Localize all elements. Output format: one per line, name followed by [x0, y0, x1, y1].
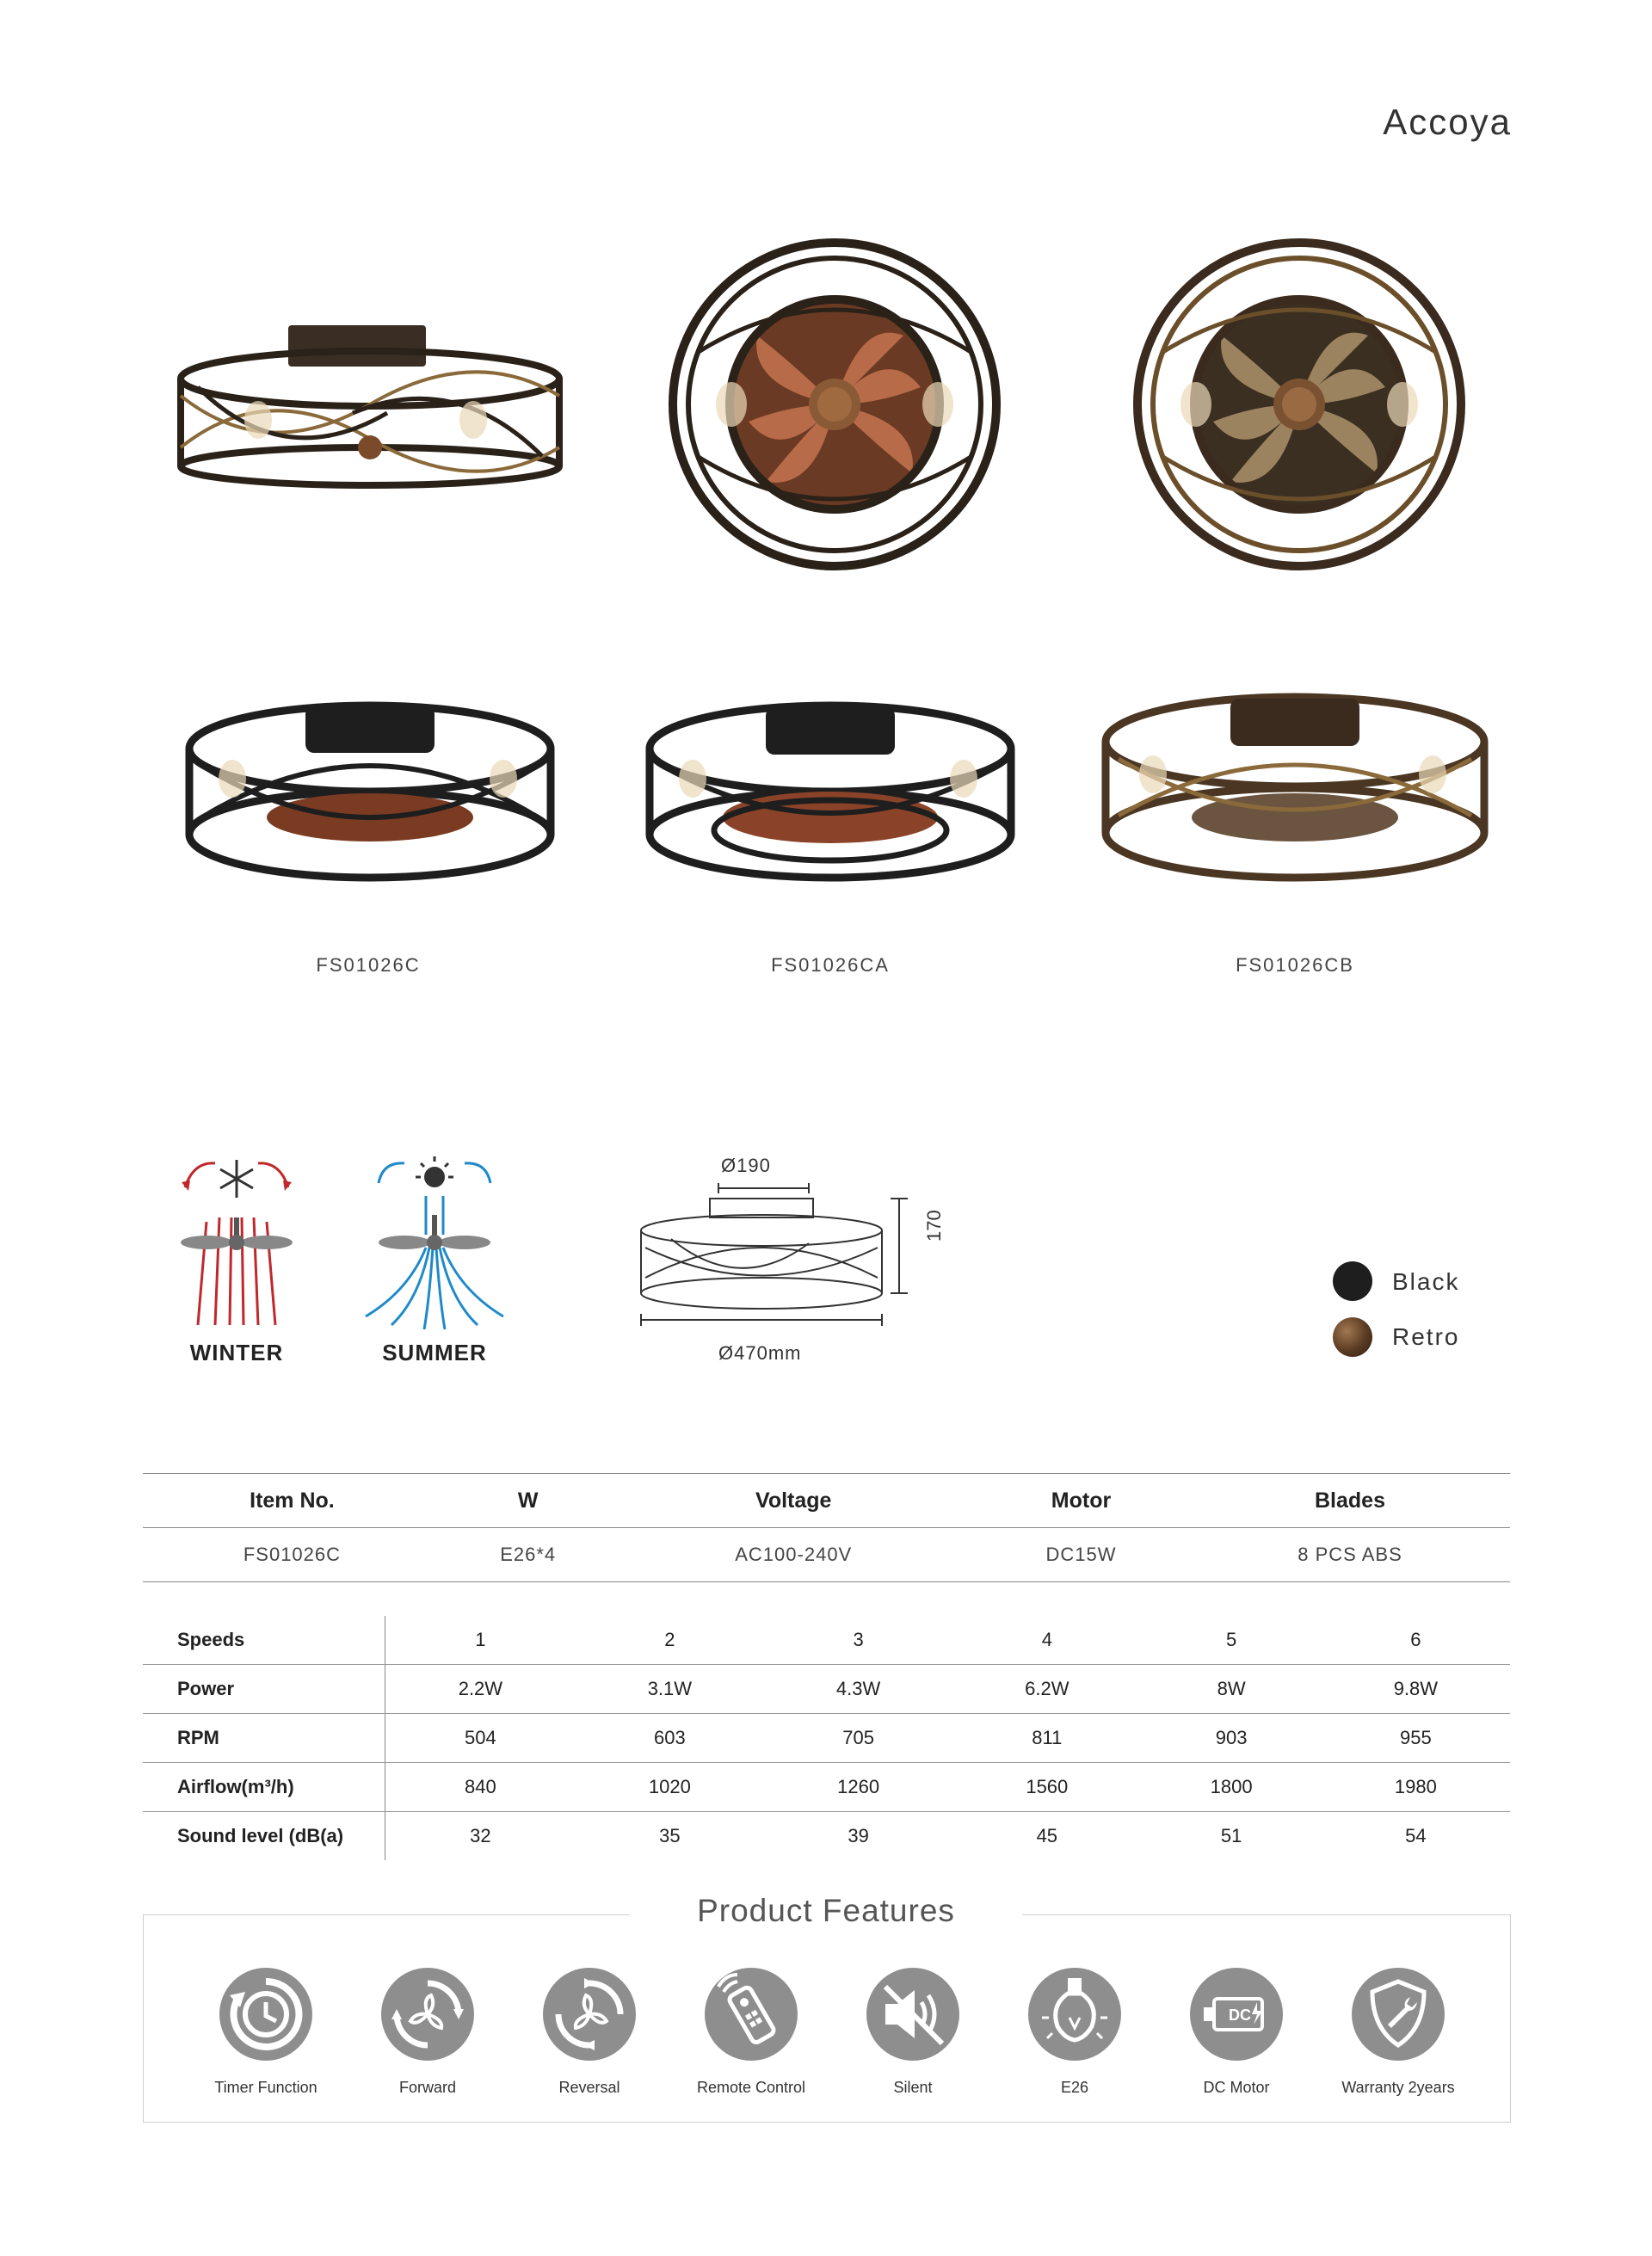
table-cell: 5 — [1141, 1616, 1321, 1665]
spec-cell-blades: 8 PCS ABS — [1190, 1528, 1510, 1582]
table-cell: 504 — [385, 1714, 576, 1763]
forward-fan-icon — [379, 1966, 476, 2062]
color-name-black: Black — [1392, 1268, 1460, 1295]
table-cell: 3.1W — [576, 1665, 764, 1714]
product-features-title: Product Features — [697, 1893, 955, 1928]
table-cell: 6.2W — [952, 1665, 1141, 1714]
dimension-drawing — [637, 1183, 912, 1355]
table-cell: 45 — [1036, 1825, 1058, 1846]
table-cell: 4 — [952, 1616, 1141, 1665]
table-cell: 1980 — [1322, 1763, 1510, 1812]
color-swatch-retro — [1333, 1317, 1372, 1357]
top-diameter-label: Ø190 — [721, 1155, 771, 1176]
table-row — [143, 1616, 1510, 1665]
table-cell: 955 — [1322, 1714, 1510, 1763]
table-cell: 603 — [576, 1714, 764, 1763]
row-header: Speeds — [143, 1616, 385, 1665]
spec-header-item-no: Item No. — [143, 1474, 441, 1528]
spec-table-row — [143, 1528, 1510, 1582]
spec-table-header-row — [143, 1474, 1510, 1528]
spec-header-motor: Motor — [972, 1474, 1190, 1528]
fan-angled-view-cb-image — [1093, 680, 1497, 886]
table-cell: 1260 — [764, 1763, 952, 1812]
fan-top-view-retro-image — [1127, 232, 1471, 576]
table-cell: 4.3W — [764, 1665, 952, 1714]
table-cell: 39 — [848, 1825, 869, 1846]
table-cell: 1 — [385, 1616, 576, 1665]
spec-cell-item-no: FS01026C — [143, 1528, 441, 1582]
warranty-shield-icon — [1350, 1966, 1446, 2062]
table-cell: 705 — [764, 1714, 952, 1763]
feature-e26 — [994, 1966, 1156, 2097]
model-label-cb: FS01026CB — [1236, 954, 1354, 976]
table-cell: 1560 — [952, 1763, 1141, 1812]
feature-label: Remote Control — [696, 2079, 806, 2096]
row-header: RPM — [143, 1714, 385, 1763]
fan-top-view-wood-image — [663, 232, 1007, 576]
feature-dc-motor — [1156, 1966, 1317, 2097]
spec-cell-w: E26*4 — [441, 1528, 615, 1582]
table-row — [143, 1763, 1510, 1812]
feature-label: E26 — [1060, 2079, 1089, 2096]
table-cell: 1020 — [576, 1763, 764, 1812]
feature-forward — [347, 1966, 509, 2097]
feature-label: Timer Function — [214, 2079, 317, 2096]
feature-silent — [832, 1966, 994, 2097]
table-row — [143, 1665, 1510, 1714]
summer-label: SUMMER — [382, 1340, 487, 1365]
feature-label: Forward — [398, 2079, 456, 2096]
row-header: Sound level (dB(a) — [143, 1812, 385, 1861]
spec-cell-motor: DC15W — [972, 1528, 1190, 1582]
table-cell: 2.2W — [385, 1665, 576, 1714]
feature-label: Silent — [893, 2079, 933, 2096]
table-cell: 35 — [659, 1825, 681, 1846]
spec-header-voltage: Voltage — [614, 1474, 972, 1528]
fan-angled-view-ca-image — [637, 688, 1024, 886]
reversal-fan-icon — [541, 1966, 638, 2062]
dc-motor-icon — [1188, 1966, 1285, 2062]
feature-label: Warranty 2years — [1341, 2079, 1455, 2096]
svg-text:DC: DC — [1229, 2006, 1251, 2024]
remote-control-icon — [703, 1966, 799, 2062]
table-row — [143, 1714, 1510, 1763]
feature-label: Reversal — [558, 2079, 620, 2096]
spec-header-blades: Blades — [1190, 1474, 1510, 1528]
table-cell: 54 — [1405, 1825, 1427, 1846]
performance-table — [143, 1616, 1510, 1860]
feature-warranty — [1317, 1966, 1479, 2097]
timer-icon — [218, 1966, 314, 2062]
table-cell: 3 — [764, 1616, 952, 1665]
feature-timer — [185, 1966, 347, 2097]
table-cell: 51 — [1220, 1825, 1242, 1846]
winter-airflow-icon — [168, 1153, 305, 1334]
model-label-c: FS01026C — [316, 954, 421, 976]
bulb-icon — [1026, 1966, 1123, 2062]
table-cell: 811 — [952, 1714, 1141, 1763]
spec-header-w: W — [441, 1474, 615, 1528]
model-label-ca: FS01026CA — [771, 954, 890, 976]
brand-name: Accoya — [1383, 102, 1512, 142]
diameter-label: Ø470mm — [718, 1342, 802, 1364]
spec-table — [143, 1473, 1510, 1582]
color-swatch-black — [1333, 1261, 1372, 1301]
height-label: 170 — [923, 1210, 945, 1242]
feature-label: DC Motor — [1203, 2079, 1270, 2096]
color-name-retro: Retro — [1392, 1323, 1460, 1350]
fan-side-view-image — [163, 318, 576, 490]
row-header: Power — [143, 1665, 385, 1714]
summer-airflow-icon — [357, 1153, 512, 1334]
table-cell: 8W — [1141, 1665, 1321, 1714]
spec-cell-voltage: AC100-240V — [614, 1528, 972, 1582]
silent-speaker-icon — [865, 1966, 961, 2062]
table-cell: 32 — [470, 1825, 491, 1846]
table-cell: 6 — [1322, 1616, 1510, 1665]
row-header: Airflow(m³/h) — [143, 1763, 385, 1812]
fan-angled-view-c-image — [176, 688, 564, 886]
table-cell: 2 — [576, 1616, 764, 1665]
table-cell: 840 — [385, 1763, 576, 1812]
feature-reversal — [509, 1966, 670, 2097]
table-cell: 1800 — [1141, 1763, 1321, 1812]
winter-label: WINTER — [189, 1340, 284, 1365]
table-row — [143, 1812, 1510, 1861]
feature-remote — [670, 1966, 832, 2097]
table-cell: 9.8W — [1322, 1665, 1510, 1714]
table-cell: 903 — [1141, 1714, 1321, 1763]
